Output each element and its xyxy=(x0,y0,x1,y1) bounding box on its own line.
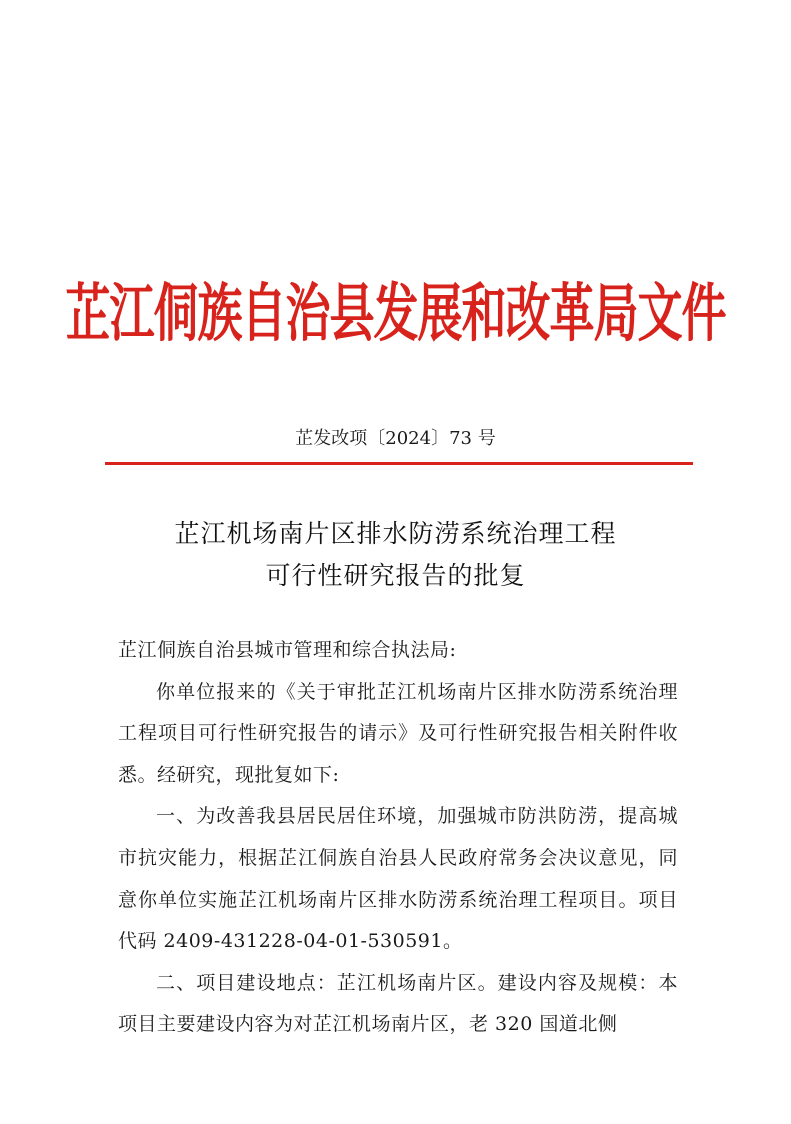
document-number: 芷发改项〔2024〕73 号 xyxy=(295,428,496,449)
addressee: 芷江侗族自治县城市管理和综合执法局: xyxy=(118,639,457,661)
issuer-header: 芷江侗族自治县发展和改革局文件 xyxy=(65,276,726,351)
body-paragraph: 一、为改善我县居民居住环境，加强城市防洪防涝，提高城市抗灾能力，根据芷江侗族自治县人民政府常务会决议意见，同意你单位实施芷江机场南片区排水防涝系统治理工程项目。项目代码 2409-431228-04-01-530591。 xyxy=(118,805,678,953)
document-body xyxy=(118,630,678,1046)
body-paragraph: 你单位报来的《关于审批芷江机场南片区排水防涝系统治理工程项目可行性研究报告的请示》及可行性研究报告相关附件收悉。经研究，现批复如下: xyxy=(118,680,678,786)
body-paragraph: 二、项目建设地点：芷江机场南片区。建设内容及规模：本项目主要建设内容为对芷江机场南片区，老 320 国道北侧 xyxy=(118,971,678,1036)
document-title-line-1: 芷江机场南片区排水防涝系统治理工程 xyxy=(174,519,617,548)
red-divider xyxy=(105,462,693,465)
document-title-line-2: 可行性研究报告的批复 xyxy=(265,561,526,590)
